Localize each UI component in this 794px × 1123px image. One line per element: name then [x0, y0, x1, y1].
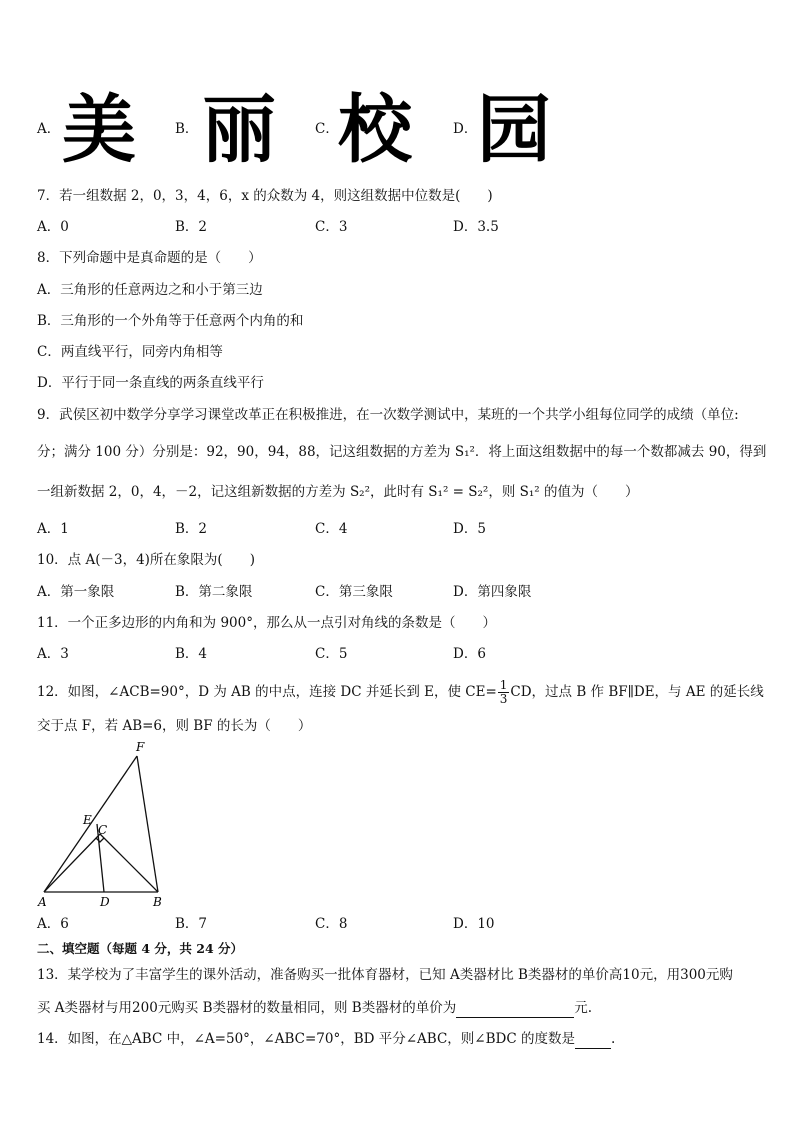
- q8-option-b: B．三角形的一个外角等于任意两个内角的和: [37, 313, 304, 329]
- q12-line1-pre: 12．如图，∠ACB=90°，D 为 AB 的中点，连接 DC 并延长到 E，使 CE=: [37, 684, 497, 700]
- q9-line3: 一组新数据 2，0，4，－2，记这组新数据的方差为 S₂²，此时有 S₁² = S₂²，则 S₁² 的值为（ ）: [37, 484, 639, 500]
- q12-line1: [37, 679, 764, 706]
- q12-line1-post: CD，过点 B 作 BF∥DE，与 AE 的延长线: [510, 684, 764, 700]
- q9-option-c: C．4: [315, 521, 348, 537]
- q11-option-c: C．5: [315, 646, 348, 662]
- q7-option-b: B．2: [175, 219, 208, 235]
- q6-option-d-letter: D．: [453, 121, 478, 137]
- q14-answer-blank[interactable]: [575, 1030, 611, 1049]
- label-a: A: [38, 895, 47, 909]
- section-2-heading: 二、填空题（每题 4 分，共 24 分）: [37, 941, 244, 956]
- q9-option-b: B．2: [175, 521, 208, 537]
- q6-option-c-char: 校: [338, 87, 412, 173]
- q10-option-d: D．第四象限: [453, 584, 532, 600]
- q13-line2-post: 元.: [574, 1000, 593, 1016]
- q6-option-a-letter: A．: [37, 121, 61, 137]
- label-d: D: [100, 895, 110, 909]
- q14-pre: 14．如图，在△ABC 中，∠A=50°，∠ABC=70°，BD 平分∠ABC，则∠BDC 的度数是: [37, 1031, 575, 1047]
- q9-option-a: A．1: [37, 521, 69, 537]
- q12-frac-num: 1: [499, 678, 508, 692]
- right-angle-mark: [96, 838, 104, 842]
- q6-option-b-char: 丽: [202, 87, 276, 173]
- q12-option-d: D．10: [453, 916, 495, 932]
- q14-line: [37, 1030, 615, 1049]
- q13-line2-pre: 买 A类器材与用200元购买 B类器材的数量相同，则 B类器材的单价为: [37, 1000, 457, 1016]
- q12-option-a: A．6: [37, 916, 69, 932]
- q10-stem: 10．点 A(－3，4)所在象限为( ): [37, 552, 255, 568]
- q12-option-b: B．7: [175, 916, 208, 932]
- q7-option-d: D．3.5: [453, 219, 499, 235]
- q13-line1: 13．某学校为了丰富学生的课外活动，准备购买一批体育器材，已知 A类器材比 B类器材的单价高10元，用300元购: [37, 967, 733, 983]
- q8-option-c: C．两直线平行，同旁内角相等: [37, 344, 223, 360]
- segment-a-c: [44, 834, 100, 892]
- q7-option-a: A．0: [37, 219, 69, 235]
- segment-c-b: [100, 834, 158, 892]
- q9-line1: 9．武侯区初中数学分享学习课堂改革正在积极推进，在一次数学测试中，某班的一个共学小组每位同学的成绩（单位:: [37, 407, 739, 423]
- q9-option-d: D．5: [453, 521, 486, 537]
- label-f: F: [136, 740, 145, 754]
- q12-frac-den: 3: [499, 692, 508, 706]
- q9-line2: 分；满分 100 分）分别是：92，90，94，88，记这组数据的方差为 S₁²．将上面这组数据中的每一个数都减去 90，得到: [37, 444, 767, 460]
- q11-option-d: D．6: [453, 646, 486, 662]
- q6-option-b-letter: B．: [175, 121, 199, 137]
- q10-option-a: A．第一象限: [37, 584, 115, 600]
- q6-option-c-letter: C．: [315, 121, 339, 137]
- q11-stem: 11．一个正多边形的内角和为 900°，那么从一点引对角线的条数是（ ）: [37, 615, 496, 631]
- q11-option-b: B．4: [175, 646, 208, 662]
- q12-option-c: C．8: [315, 916, 348, 932]
- q13-answer-blank[interactable]: [456, 999, 574, 1018]
- segment-f-b: [137, 756, 158, 892]
- q7-option-c: C．3: [315, 219, 348, 235]
- q12-line2: 交于点 F，若 AB=6，则 BF 的长为（ ）: [37, 718, 312, 734]
- q8-option-a: A．三角形的任意两边之和小于第三边: [37, 282, 263, 298]
- label-c: C: [98, 823, 108, 837]
- q8-stem: 8．下列命题中是真命题的是（ ）: [37, 250, 262, 266]
- q6-option-a-char: 美: [62, 87, 136, 173]
- q7-stem: 7．若一组数据 2，0，3，4，6，x 的众数为 4，则这组数据中位数是( ): [37, 188, 493, 204]
- label-b: B: [153, 895, 162, 909]
- q6-option-d-char: 园: [477, 87, 551, 173]
- q8-option-d: D．平行于同一条直线的两条直线平行: [37, 375, 264, 391]
- label-e: E: [83, 813, 92, 827]
- q10-option-c: C．第三象限: [315, 584, 393, 600]
- q14-post: .: [610, 1031, 616, 1047]
- q10-option-b: B．第二象限: [175, 584, 253, 600]
- q12-fraction: [498, 679, 510, 706]
- q12-figure: [30, 738, 180, 910]
- q11-option-a: A．3: [37, 646, 69, 662]
- q13-line2: [37, 999, 592, 1018]
